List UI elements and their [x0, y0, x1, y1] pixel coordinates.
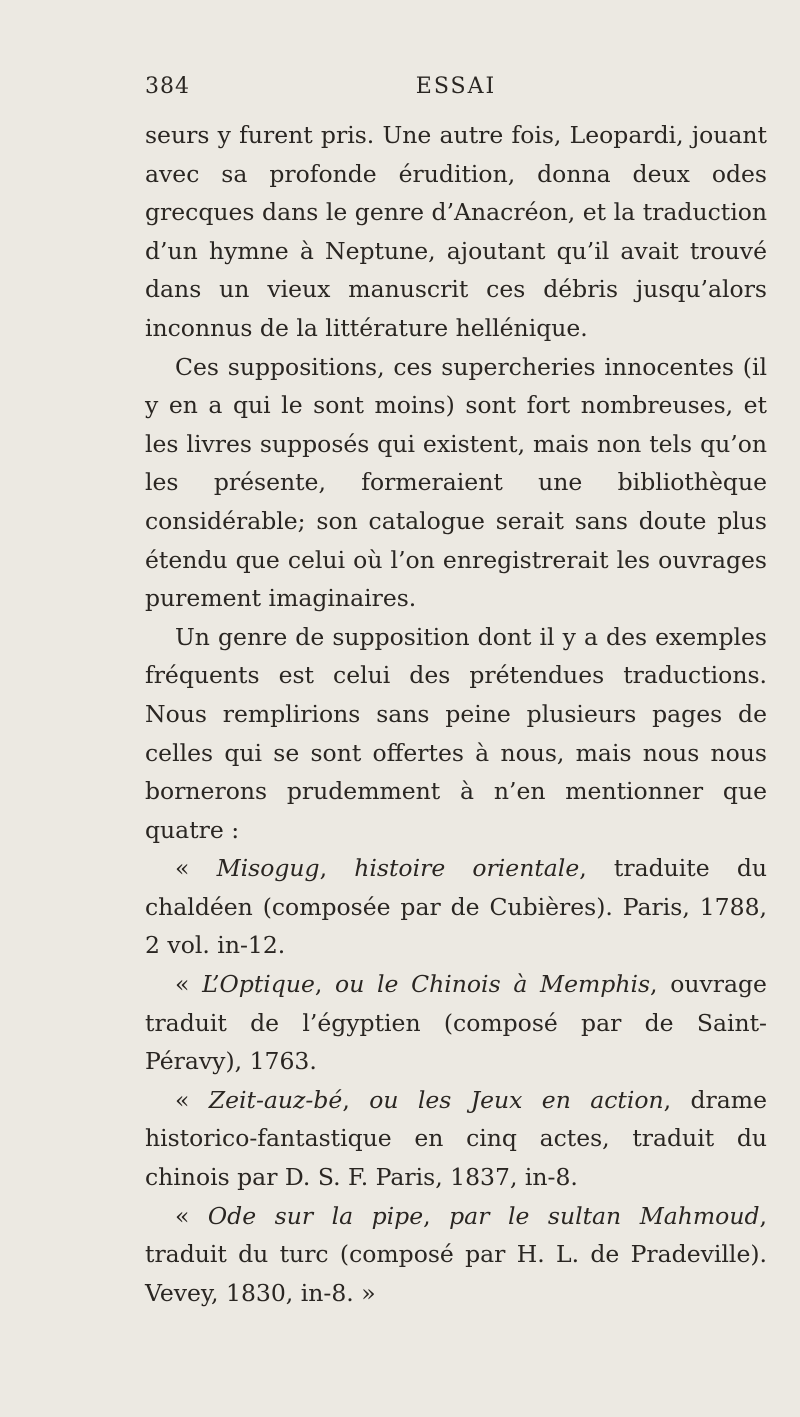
text-segment: , — [319, 854, 355, 883]
citation-entry — [145, 849, 767, 965]
text-segment: , drame historico-fantastique en cinq actes, traduit du chinois par D. S. F. Paris, 1837, in-8. — [145, 1085, 767, 1192]
text-segment: « — [175, 854, 217, 883]
paragraph — [145, 116, 767, 348]
text-segment: « — [175, 970, 203, 999]
running-title: ESSAI — [415, 74, 497, 99]
italic-title-segment: histoire orientale — [354, 854, 580, 883]
italic-title-segment: L’Optique — [202, 970, 315, 999]
text-segment: , traduite du chaldéen (composée par de Cubières). Paris, 1788, 2 vol. in-12. — [145, 854, 767, 960]
italic-title-segment: par le sultan Mahmoud — [449, 1201, 760, 1230]
citation-entry — [145, 965, 767, 1081]
paragraph — [145, 348, 767, 618]
italic-title-segment: Misogug — [216, 854, 320, 883]
italic-title-segment: ou les Jeux en action — [369, 1085, 664, 1114]
text-segment: Ces suppositions, ces supercheries innocentes (il y en a qui le sont moins) sont fort nombreuses, et les livres supposés qui existent, mais non tels qu’on les présente, formeraient une bibliothèque considérable; son catalogue serait sans doute plus étendu que celui où l’on enregistrerait les ouvrages purement imaginaires. — [145, 352, 767, 613]
citation-entry — [145, 1197, 767, 1313]
text-segment: , — [342, 1085, 370, 1114]
text-segment: « — [175, 1085, 209, 1114]
page-header — [145, 74, 767, 104]
italic-title-segment: Zeit-auz-bé — [208, 1085, 343, 1114]
text-segment: « — [175, 1201, 208, 1230]
text-segment: , — [314, 970, 336, 999]
text-segment: Un genre de supposition dont il y a des exemples fréquents est celui des prétendues traductions. Nous remplirions sans peine plusieurs pages de celles qui se sont offertes à nous, mais nous nous bornerons prudemment à n’en mentionner que quatre : — [145, 622, 767, 844]
paragraph — [145, 618, 767, 850]
text-segment: seurs y furent pris. Une autre fois, Leopardi, jouant avec sa profonde érudition, donna deux odes grecques dans le genre d’Anacréon, et la traduction d’un hymne à Neptune, ajoutant qu’il avait trouvé dans un vieux manuscrit ces débris jusqu’alors inconnus de la littérature hellénique. — [145, 121, 767, 342]
italic-title-segment: ou le Chinois à Memphis — [335, 970, 651, 999]
text-segment: , — [423, 1201, 450, 1230]
text-segment: , traduit du turc (composé par H. L. de Pradeville). Vevey, 1830, in-8. » — [145, 1201, 767, 1307]
italic-title-segment: Ode sur la pipe — [207, 1201, 424, 1230]
page-number: 384 — [145, 74, 190, 99]
body-text — [145, 116, 767, 1312]
citation-entry — [145, 1081, 767, 1197]
text-segment: , ouvrage traduit de l’égyptien (composé par de Saint-Péravy), 1763. — [145, 970, 767, 1076]
